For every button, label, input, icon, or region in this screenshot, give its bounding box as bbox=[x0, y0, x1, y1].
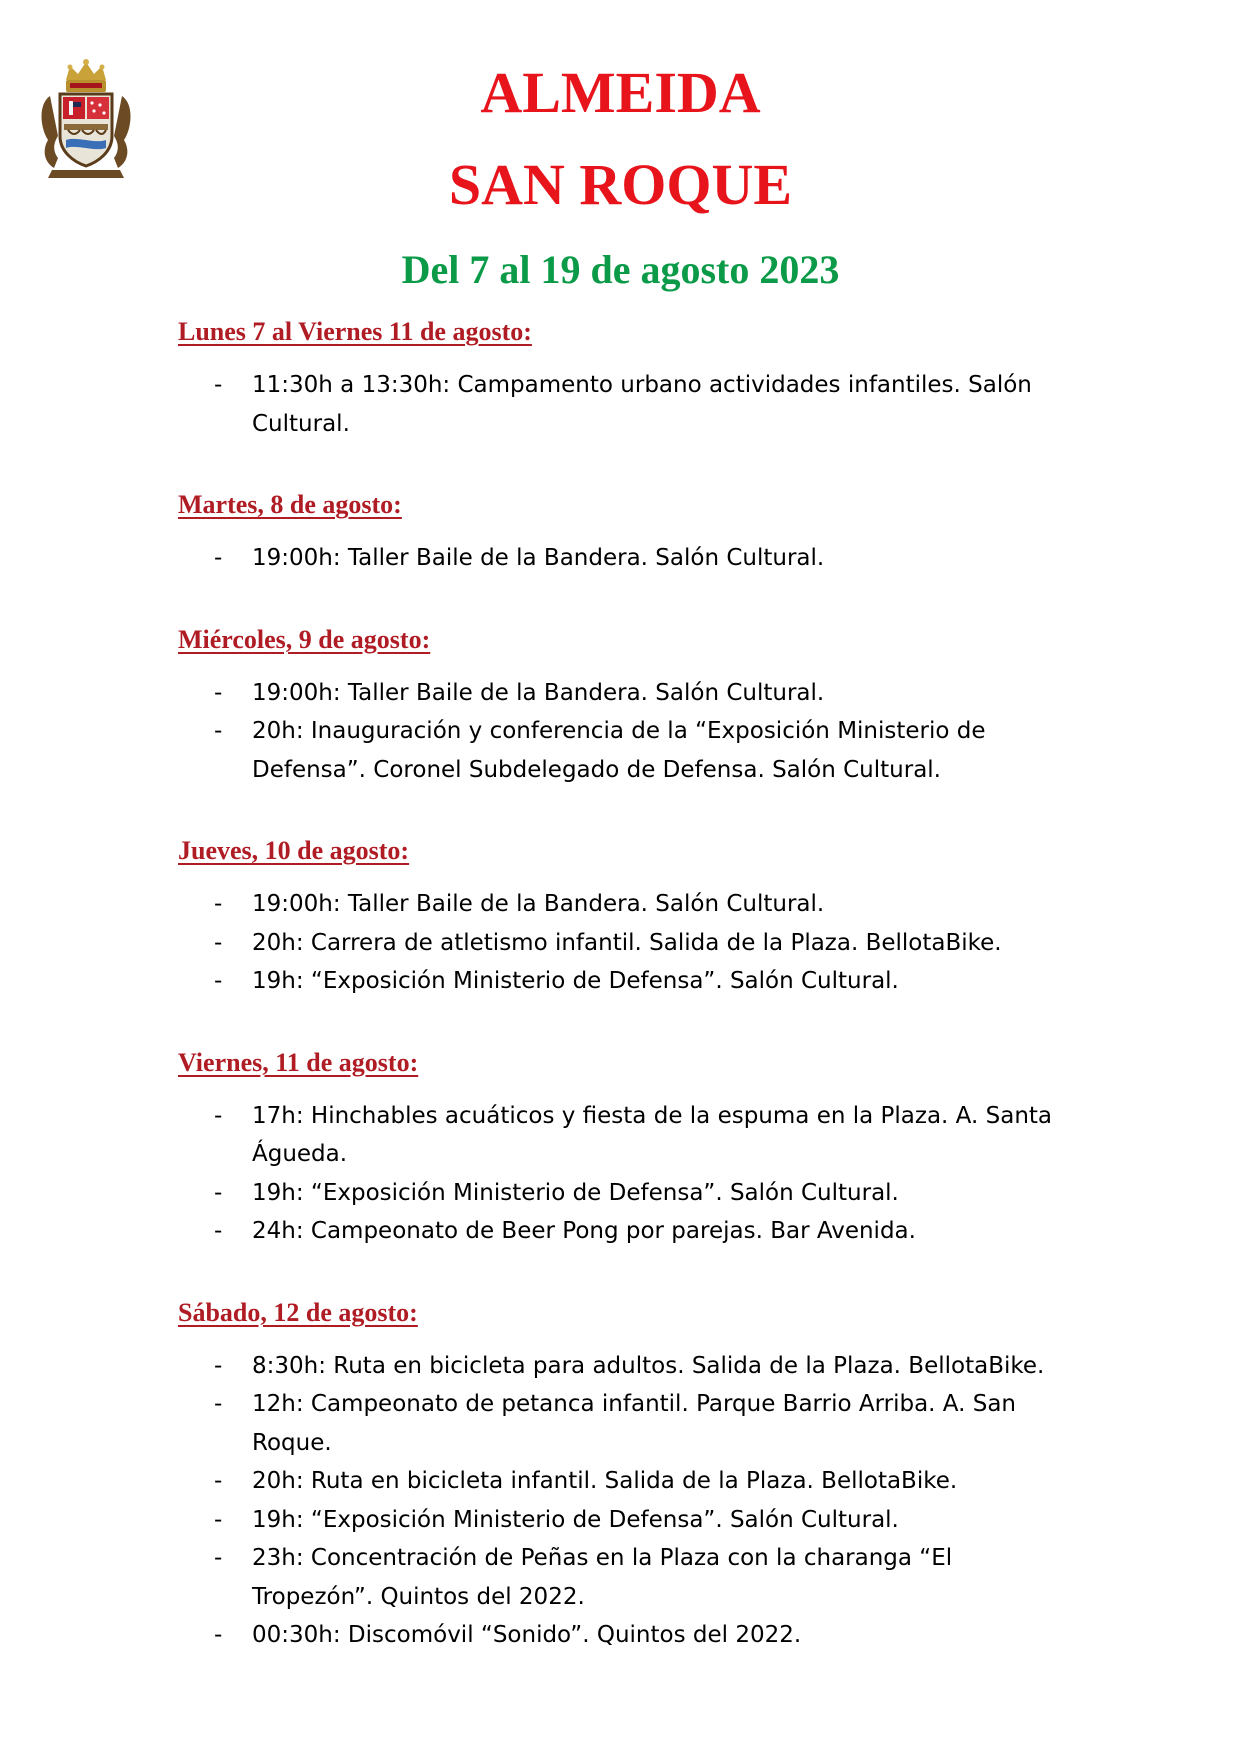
event-item bbox=[178, 366, 1078, 443]
event-item bbox=[178, 962, 1078, 1001]
event-list bbox=[178, 1347, 1078, 1655]
bullet-dash: - bbox=[214, 1391, 223, 1417]
day-heading: Sábado, 12 de agosto: bbox=[178, 1297, 418, 1327]
day-section bbox=[178, 622, 1078, 790]
bullet-dash: - bbox=[214, 1545, 223, 1571]
day-section bbox=[178, 487, 1078, 578]
date-range-subtitle: Del 7 al 19 de agosto 2023 bbox=[401, 247, 840, 292]
event-item bbox=[178, 924, 1078, 963]
event-list bbox=[178, 539, 1078, 578]
page-title-town: ALMEIDA bbox=[480, 60, 761, 125]
day-heading: Jueves, 10 de agosto: bbox=[178, 836, 410, 865]
event-text: 00:30h: Discomóvil “Sonido”. Quintos del 2022. bbox=[252, 1622, 802, 1648]
bullet-dash: - bbox=[214, 929, 223, 956]
event-text: 19:00h: Taller Baile de la Bandera. Salón Cultural. bbox=[252, 545, 825, 571]
bullet-dash: - bbox=[214, 968, 223, 994]
day-section bbox=[178, 833, 1078, 1001]
event-text: 12h: Campeonato de petanca infantil. Parque Barrio Arriba. A. San Roque. bbox=[252, 1391, 1017, 1456]
bullet-dash: - bbox=[214, 372, 223, 398]
event-list bbox=[178, 1097, 1078, 1251]
event-item bbox=[178, 674, 1078, 713]
bullet-dash: - bbox=[214, 1179, 223, 1206]
event-item bbox=[178, 1212, 1078, 1251]
event-text: 23h: Concentración de Peñas en la Plaza con la charanga “El Tropezón”. Quintos del 2022. bbox=[252, 1545, 953, 1610]
bullet-dash: - bbox=[214, 1352, 223, 1379]
event-list bbox=[178, 885, 1078, 1001]
bullet-dash: - bbox=[214, 1468, 223, 1494]
bullet-dash: - bbox=[214, 891, 223, 917]
bullet-dash: - bbox=[214, 679, 223, 706]
event-text: 24h: Campeonato de Beer Pong por parejas. Bar Avenida. bbox=[252, 1218, 916, 1244]
bullet-dash: - bbox=[214, 1622, 223, 1648]
event-item bbox=[178, 1462, 1078, 1501]
event-item bbox=[178, 1347, 1078, 1386]
event-text: 20h: Carrera de atletismo infantil. Salida de la Plaza. BellotaBike. bbox=[252, 929, 1002, 956]
bullet-dash: - bbox=[214, 1218, 223, 1244]
event-text: 17h: Hinchables acuáticos y fiesta de la espuma en la Plaza. A. Santa Águeda. bbox=[252, 1102, 1053, 1167]
event-text: 20h: Inauguración y conferencia de la “Exposición Ministerio de Defensa”. Coronel Subdelegado de Defensa. Salón Cultural. bbox=[252, 718, 986, 783]
bullet-dash: - bbox=[214, 1102, 223, 1129]
day-section bbox=[178, 314, 1078, 443]
event-item bbox=[178, 1539, 1078, 1616]
day-section bbox=[178, 1295, 1078, 1655]
event-item bbox=[178, 885, 1078, 924]
page-title-festival: SAN ROQUE bbox=[448, 152, 793, 217]
event-item bbox=[178, 539, 1078, 578]
event-text: 19h: “Exposición Ministerio de Defensa”. Salón Cultural. bbox=[252, 968, 899, 994]
day-section bbox=[178, 1045, 1078, 1251]
event-text: 8:30h: Ruta en bicicleta para adultos. Salida de la Plaza. BellotaBike. bbox=[252, 1352, 1045, 1379]
event-text: 20h: Ruta en bicicleta infantil. Salida de la Plaza. BellotaBike. bbox=[252, 1468, 958, 1494]
event-item bbox=[178, 1385, 1078, 1462]
day-heading: Miércoles, 9 de agosto: bbox=[178, 624, 431, 654]
bullet-dash: - bbox=[214, 1506, 223, 1533]
bullet-dash: - bbox=[214, 545, 223, 571]
event-text: 11:30h a 13:30h: Campamento urbano actividades infantiles. Salón Cultural. bbox=[252, 372, 1032, 437]
day-heading: Martes, 8 de agosto: bbox=[178, 490, 402, 519]
event-text: 19h: “Exposición Ministerio de Defensa”. Salón Cultural. bbox=[252, 1506, 899, 1533]
day-heading: Viernes, 11 de agosto: bbox=[178, 1047, 419, 1077]
event-text: 19h: “Exposición Ministerio de Defensa”. Salón Cultural. bbox=[252, 1179, 899, 1206]
event-text: 19:00h: Taller Baile de la Bandera. Salón Cultural. bbox=[252, 891, 825, 917]
event-item bbox=[178, 712, 1078, 789]
event-item bbox=[178, 1501, 1078, 1540]
bullet-dash: - bbox=[214, 718, 223, 744]
day-heading: Lunes 7 al Viernes 11 de agosto: bbox=[178, 317, 532, 346]
event-list bbox=[178, 674, 1078, 790]
event-text: 19:00h: Taller Baile de la Bandera. Salón Cultural. bbox=[252, 679, 825, 706]
event-item bbox=[178, 1174, 1078, 1213]
event-list bbox=[178, 366, 1078, 443]
festival-program bbox=[178, 314, 1078, 1655]
event-item bbox=[178, 1097, 1078, 1174]
event-item bbox=[178, 1616, 1078, 1655]
